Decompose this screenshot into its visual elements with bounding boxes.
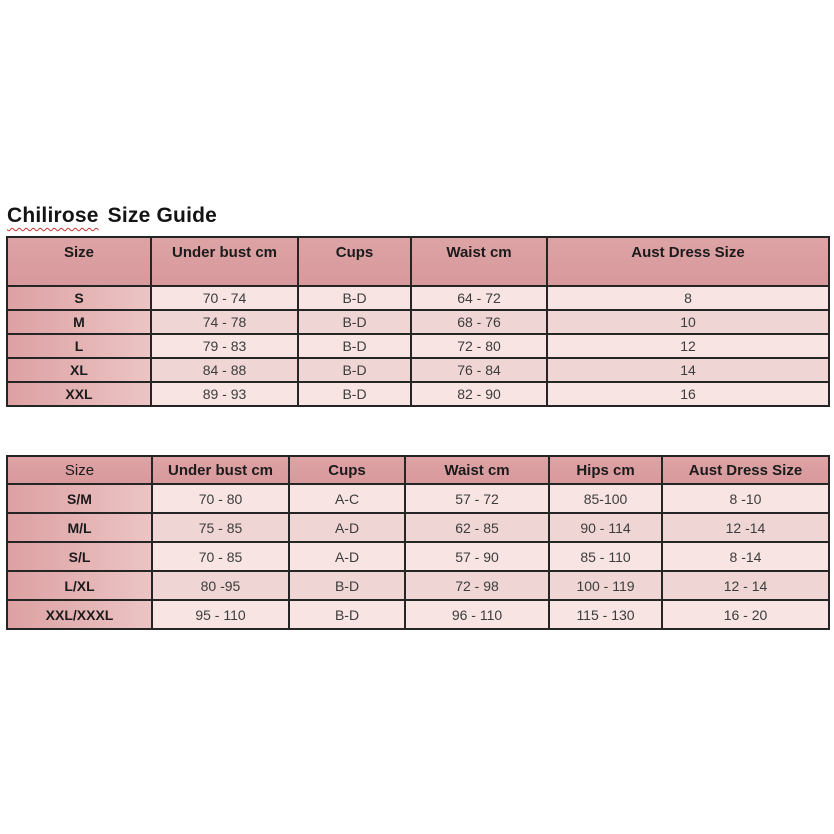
size-label: L [7,334,151,358]
cups-value: A-D [289,513,405,542]
dress-size-value: 8 [547,286,829,310]
waist-value: 72 - 80 [411,334,547,358]
table-row [7,542,829,571]
underbust-value: 79 - 83 [151,334,298,358]
waist-value: 57 - 90 [405,542,549,571]
underbust-value: 89 - 93 [151,382,298,406]
size-label: XXL [7,382,151,406]
size-label: S [7,286,151,310]
dress-size-value: 12 -14 [662,513,829,542]
size-label: S/L [7,542,152,571]
table-row [7,286,829,310]
table-row [7,571,829,600]
cups-value: B-D [298,382,411,406]
bra-size-table [6,236,830,407]
dress-size-value: 14 [547,358,829,382]
table2-header-size: Size [7,456,152,484]
size-label: L/XL [7,571,152,600]
underbust-value: 74 - 78 [151,310,298,334]
hips-value: 100 - 119 [549,571,662,600]
dress-size-value: 8 -14 [662,542,829,571]
combined-size-table [6,455,830,630]
underbust-value: 80 -95 [152,571,289,600]
table-row [7,310,829,334]
dress-size-value: 8 -10 [662,484,829,513]
waist-value: 82 - 90 [411,382,547,406]
cups-value: B-D [298,358,411,382]
table2-header-row [7,456,829,484]
hips-value: 85 - 110 [549,542,662,571]
hips-value: 85-100 [549,484,662,513]
table2-header-underbust: Under bust cm [152,456,289,484]
page-title-rest: Size Guide [107,204,218,228]
table-row [7,382,829,406]
size-label: M/L [7,513,152,542]
dress-size-value: 12 [547,334,829,358]
underbust-value: 95 - 110 [152,600,289,629]
waist-value: 64 - 72 [411,286,547,310]
cups-value: B-D [289,600,405,629]
cups-value: B-D [289,571,405,600]
underbust-value: 75 - 85 [152,513,289,542]
table2-header-cups: Cups [289,456,405,484]
table-row [7,600,829,629]
table1-header-cups: Cups [298,237,411,286]
table1-header-size: Size [7,237,151,286]
underbust-value: 84 - 88 [151,358,298,382]
cups-value: B-D [298,310,411,334]
cups-value: A-C [289,484,405,513]
dress-size-value: 10 [547,310,829,334]
table2-header-dress-size: Aust Dress Size [662,456,829,484]
size-label: XL [7,358,151,382]
size-label: S/M [7,484,152,513]
table2-header-hips: Hips cm [549,456,662,484]
waist-value: 96 - 110 [405,600,549,629]
dress-size-value: 12 - 14 [662,571,829,600]
table1-header-underbust: Under bust cm [151,237,298,286]
table1-header-dress-size: Aust Dress Size [547,237,829,286]
table2-header-waist: Waist cm [405,456,549,484]
size-label: XXL/XXXL [7,600,152,629]
table1-header-row [7,237,829,286]
underbust-value: 70 - 85 [152,542,289,571]
waist-value: 68 - 76 [411,310,547,334]
waist-value: 57 - 72 [405,484,549,513]
table-row [7,358,829,382]
table-row [7,334,829,358]
waist-value: 72 - 98 [405,571,549,600]
cups-value: B-D [298,286,411,310]
table-row [7,513,829,542]
waist-value: 76 - 84 [411,358,547,382]
hips-value: 90 - 114 [549,513,662,542]
waist-value: 62 - 85 [405,513,549,542]
brand-name: Chilirose [7,204,99,228]
underbust-value: 70 - 74 [151,286,298,310]
hips-value: 115 - 130 [549,600,662,629]
page-title [7,204,217,228]
table1-header-waist: Waist cm [411,237,547,286]
cups-value: A-D [289,542,405,571]
underbust-value: 70 - 80 [152,484,289,513]
cups-value: B-D [298,334,411,358]
size-label: M [7,310,151,334]
dress-size-value: 16 [547,382,829,406]
table-row [7,484,829,513]
dress-size-value: 16 - 20 [662,600,829,629]
